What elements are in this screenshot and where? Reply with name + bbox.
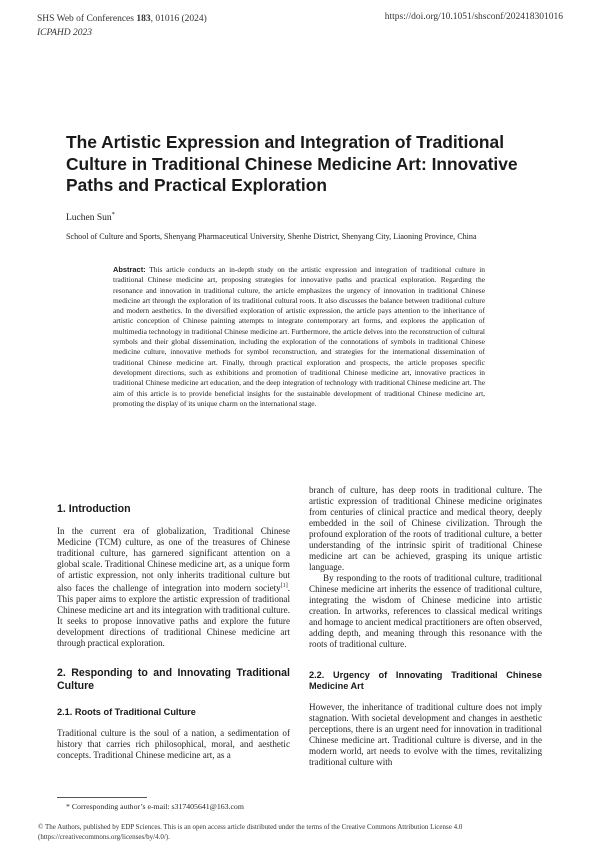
event-name: ICPAHD 2023 xyxy=(37,28,92,38)
section-2-1-paragraph: Traditional culture is the soul of a nation, a sedimentation of history that carries rich philosophical, moral, and aesthetic concepts. Traditional Chinese medicine art, as a xyxy=(57,728,290,761)
abstract-label: Abstract: xyxy=(113,265,146,274)
license-notice: © The Authors, published by EDP Sciences. This is an open access article distributed under the terms of the Creative Commons Attribution License 4.0 (https://creativecommons.org/licenses/by/4.0/). xyxy=(38,823,463,841)
abstract xyxy=(113,265,485,409)
left-column xyxy=(57,503,290,761)
section-1-paragraph: In the current era of globalization, Traditional Chinese Medicine (TCM) culture, as one of the treasures of Chinese traditional culture, has garnered significant attention on a global scale. Traditional Chinese medicine art, as a unique form of artistic expression, not only inherits traditional culture but also faces the challenge of integration into modern society[1]. This paper aims to explore the artistic expression of traditional Chinese medicine art and its integration with traditional culture. It seeks to propose innovative paths and explore the future development directions of traditional Chinese medicine art through practical exploration. xyxy=(57,526,290,649)
right-column xyxy=(309,485,542,768)
footnote-rule xyxy=(57,797,147,798)
right-paragraph-2: By responding to the roots of traditional culture, traditional Chinese medicine art inherits the essence of traditional culture, integrating the wisdom of Chinese medicine into artistic creation. In artworks, references to classical medical writings and homage to ancient medical practitioners are often observed, adding depth, and meaning through this resonance with the roots of traditional culture. xyxy=(309,573,542,649)
running-header xyxy=(37,12,207,40)
abstract-text: This article conducts an in-depth study on the artistic expression and integration of traditional culture in traditional Chinese medicine art, proposing strategies for innovative paths and practical exploration. Regarding the resonance and innovation in traditional culture, the article emphasizes the urgency of innovation in traditional Chinese medicine art through the exploration of its traditional cultural roots. It also discusses the balance between traditional culture and modern aesthetics. In the diversified exploration of artistic expression, the article pays attention to the inheritance of artistic conception of Chinese painting attempts to integrate contemporary art forms, and explores the application of multimedia technology in traditional Chinese medicine art. Furthermore, the article delves into the reconstruction of cultural symbols and their global dissemination, including the exploration of the connotations of symbols in traditional Chinese medicine culture, innovative methods for symbol reconstruction, and strategies for the international dissemination of traditional Chinese medicine art. Finally, through practical exploration and prospects, the article proposes specific development directions, such as exhibitions and promotion of traditional Chinese medicine art, innovative practices in traditional Chinese medicine art education, and the deep integration of technology with traditional Chinese medicine art. The aim of this article is to provide beneficial insights for the sustainable development of traditional Chinese medicine art, promoting the display of its unique charm on the international stage. xyxy=(113,265,485,408)
section-1-heading: 1. Introduction xyxy=(57,503,131,515)
doi-link[interactable]: https://doi.org/10.1051/shsconf/202418301016 xyxy=(384,12,563,22)
conference-citation: SHS Web of Conferences 183, 01016 (2024) xyxy=(37,14,207,24)
corresponding-mark: * xyxy=(111,211,115,218)
section-2-2-paragraph: However, the inheritance of traditional culture does not imply stagnation. With societal development and changes in aesthetic perceptions, there is an urgent need for innovation in traditional Chinese medicine art. Traditional culture is diverse, and in the modern world, art needs to evolve with the times, revitalizing traditional culture with xyxy=(309,702,542,767)
reference-1[interactable]: [1] xyxy=(280,583,288,589)
section-2-heading: 2. Responding to and Innovating Traditional Culture xyxy=(57,667,290,693)
section-2-2-heading: 2.2. Urgency of Innovating Traditional Chinese Medicine Art xyxy=(309,670,542,691)
author-affiliation: School of Culture and Sports, Shenyang Pharmaceutical University, Shenhe District, Shenyang City, Liaoning Province, China xyxy=(66,232,477,241)
corresponding-footnote: * Corresponding author’s e-mail: s317405641@163.com xyxy=(66,802,244,811)
volume-number: 183 xyxy=(136,14,151,24)
author-name: Luchen Sun* xyxy=(66,211,115,224)
right-paragraph-1: branch of culture, has deep roots in traditional culture. The artistic expression of traditional Chinese medicine originates from centuries of clinical practice and medical theory, deeply embedded in the soil of Chinese civilization. Through the profound exploration of the roots of traditional culture, a better understanding of the intrinsic spirit of traditional Chinese medicine art can be achieved, grasping its unique artistic language. xyxy=(309,485,542,572)
section-2-1-heading: 2.1. Roots of Traditional Culture xyxy=(57,707,196,718)
paper-title: The Artistic Expression and Integration of Traditional Culture in Traditional Chinese Medicine Art: Innovative Paths and Practical Exploration xyxy=(66,132,518,195)
